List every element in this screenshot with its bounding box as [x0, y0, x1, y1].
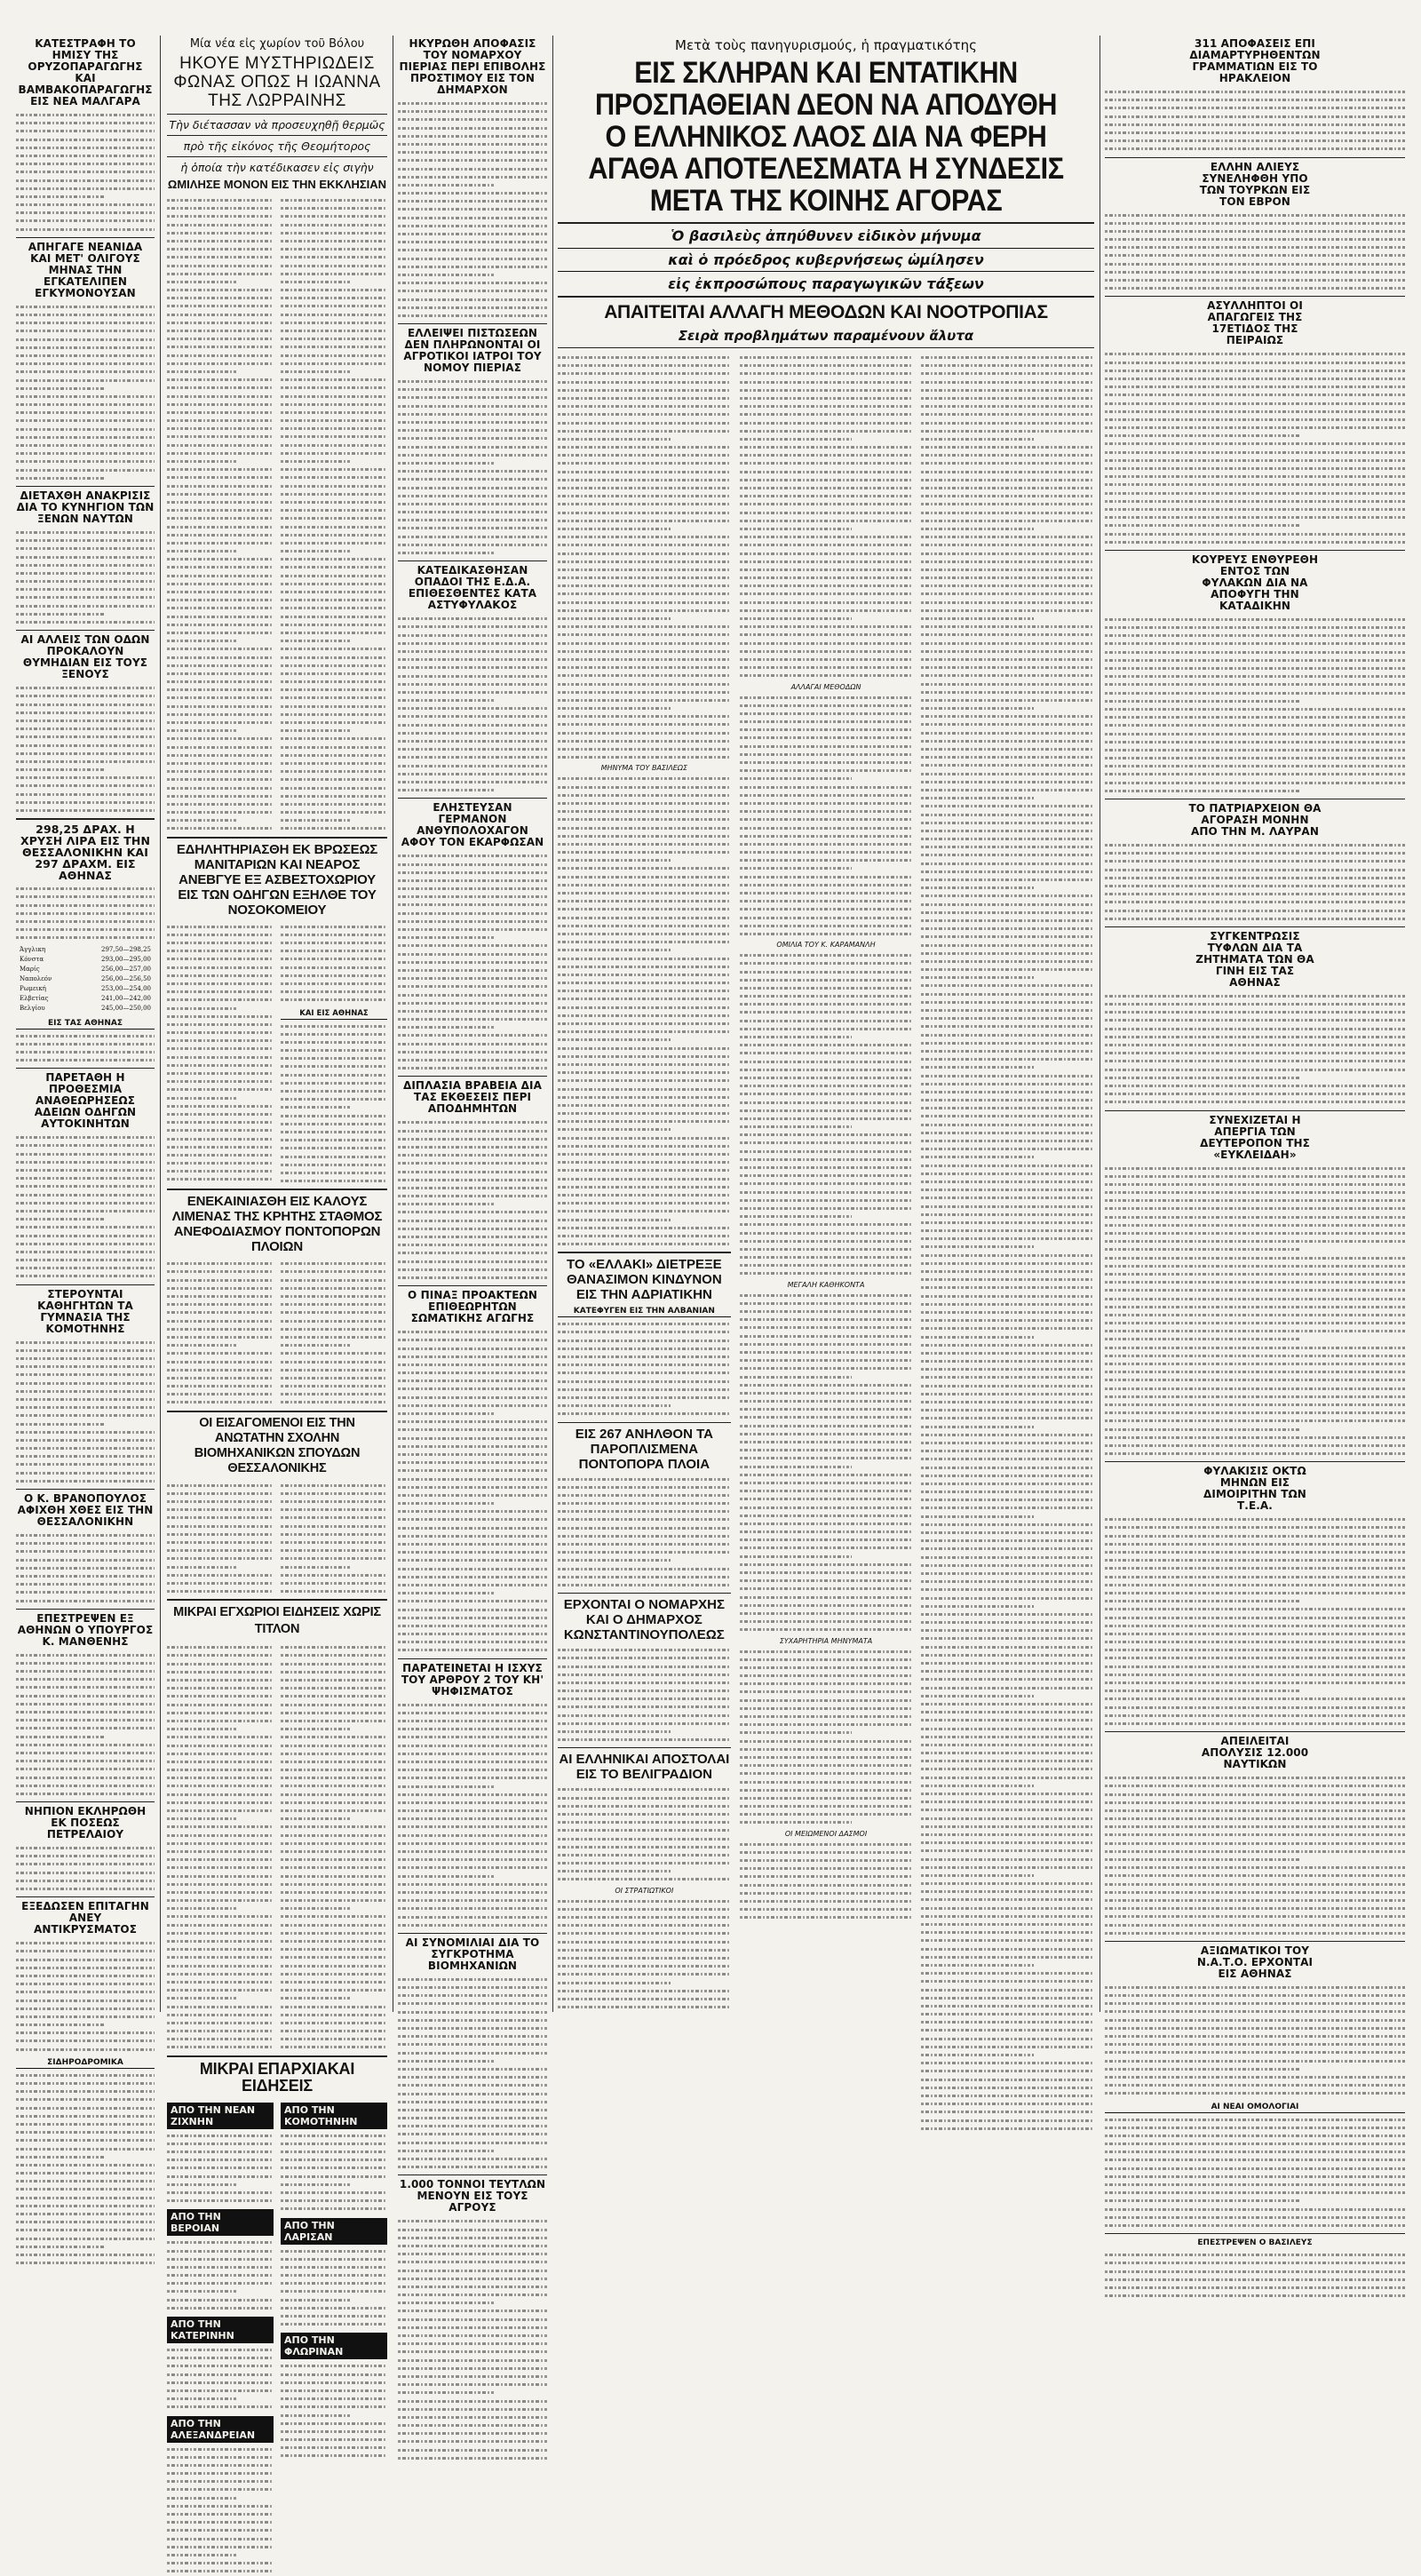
article-body — [1105, 1774, 1405, 1937]
article-body — [16, 885, 155, 942]
article-body — [281, 196, 387, 833]
main-subheadline: Σειρὰ προβλημάτων παραμένουν ἄλυτα — [678, 328, 974, 344]
article-body — [1105, 992, 1405, 1107]
rate-coin: Ναπολεόν — [20, 974, 52, 982]
article-body — [281, 1260, 387, 1406]
article-headline: ΝΗΠΙΟΝ ΕΚΛΗΡΩΘΗ ΕΚ ΠΟΣΕΩΣ ΠΕΤΡΕΛΑΙΟΥ — [24, 1805, 147, 1841]
article-headline: ΑΣΥΛΛΗΠΤΟΙ ΟΙ ΑΠΑΓΩΓΕΙΣ ΤΗΣ 17ΕΤΙΔΟΣ ΤΗΣ ΠΕΙΡΑΙΩΣ — [1207, 299, 1303, 347]
article-body — [558, 1785, 731, 1883]
main-body — [740, 1841, 913, 1922]
article-headline: ΚΟΥΡΕΥΣ ΕΝΘΥΡΕΘΗ ΕΝΤΟΣ ΤΩΝ ΦΥΛΑΚΩΝ ΔΙΑ ΝΑ ΑΠΟΦΥΓΗ ΤΗΝ ΚΑΤΑΔΙΚΗΝ — [1191, 553, 1319, 612]
article-headline: ΣΤΕΡΟΥΝΤΑΙ ΚΑΘΗΓΗΤΩΝ ΤΑ ΓΥΜΝΑΣΙΑ ΤΗΣ ΚΟΜΟΤΗΝΗΣ — [37, 1287, 133, 1335]
article-headline: Ο ΠΙΝΑΞ ΠΡΟΑΚΤΕΩΝ ΕΠΙΘΕΩΡΗΤΩΝ ΣΩΜΑΤΙΚΗΣ ΑΓΩΓΗΣ — [408, 1289, 537, 1325]
provincial-section-header: ΑΠΟ ΤΗΝ ΚΟΜΟΤΗΝΗΝ — [281, 2103, 387, 2129]
article-body — [398, 99, 547, 320]
article-headline: ΠΑΡΕΤΑΘΗ Η ΠΡΟΘΕΣΜΙΑ ΑΝΑΘΕΩΡΗΣΕΩΣ ΑΔΕΙΩΝ ΟΔΗΓΩΝ ΑΥΤΟΚΙΝΗΤΩΝ — [34, 1071, 137, 1131]
article-headline: ΦΥΛΑΚΙΣΙΣ ΟΚΤΩ ΜΗΝΩΝ ΕΙΣ ΔΙΜΟΙΡΙΤΗΝ ΤΩΝ Τ.Ε.Α. — [1203, 1465, 1306, 1513]
article-headline: ΣΥΓΚΕΝΤΡΩΣΙΣ ΤΥΦΛΩΝ ΔΙΑ ΤΑ ΖΗΤΗΜΑΤΑ ΤΩΝ ΘΑ ΓΙΝΗ ΕΙΣ ΤΑΣ ΑΘΗΝΑΣ — [1195, 929, 1314, 989]
article-headline: ΔΙΠΛΑΣΙΑ ΒΡΑΒΕΙΑ ΔΙΑ ΤΑΣ ΕΚΘΕΣΕΙΣ ΠΕΡΙ ΑΠΟΔΗΜΗΤΩΝ — [402, 1079, 543, 1116]
section-tag: ΜΕΓΑΛΗ ΚΑΘΗΚΟΝΤΑ — [787, 1280, 865, 1289]
section-tag: ΟΜΙΛΙΑ ΤΟΥ Κ. ΚΑΡΑΜΑΝΛΗ — [776, 941, 876, 950]
provincial-section-header: ΑΠΟ ΤΗΝ ΒΕΡΟΙΑΝ — [167, 2209, 274, 2236]
provincial-section-header: ΑΠΟ ΤΗΝ ΑΛΕΞΑΝΔΡΕΙΑΝ — [167, 2416, 274, 2443]
main-body — [921, 354, 1094, 2133]
main-story — [558, 36, 1094, 2133]
article-body — [398, 1118, 547, 1282]
section-tag: ΣΙΔΗΡΟΔΡΟΜΙΚΑ — [16, 2058, 155, 2069]
column-divider — [1099, 36, 1100, 2012]
section-tag: ΑΙ ΝΕΑΙ ΟΜΟΛΟΓΙΑΙ — [1105, 2103, 1405, 2113]
article-body — [398, 1701, 547, 1929]
article-body — [1105, 616, 1405, 795]
article-body — [16, 1339, 155, 1485]
main-body — [558, 775, 731, 1248]
main-banner: ΑΠΑΙΤΕΙΤΑΙ ΑΛΛΑΓΗ ΜΕΘΟΔΩΝ ΚΑΙ ΝΟΟΤΡΟΠΙΑΣ — [604, 302, 1048, 322]
article-body — [167, 2445, 274, 2576]
article-headline: ΚΑΤΕΔΙΚΑΣΘΗΣΑΝ ΟΠΑΔΟΙ ΤΗΣ Ε.Δ.Α. ΕΠΙΘΕΣΘΕΝΤΕΣ ΚΑΤΑ ΑΣΤΥΦΥΛΑΚΟΣ — [408, 564, 537, 612]
column-divider — [160, 36, 161, 2012]
article-body — [558, 1646, 731, 1744]
section-tag: ΟΙ ΣΤΡΑΤΙΩΤΙΚΟΙ — [615, 1886, 674, 1895]
article-body — [16, 529, 155, 626]
article-headline: ΑΙ ΕΛΛΗΝΙΚΑΙ ΑΠΟΣΤΟΛΑΙ ΕΙΣ ΤΟ ΒΕΛΙΓΡΑΔΙΟΝ — [559, 1752, 730, 1783]
article-body — [16, 1651, 155, 1798]
provincial-section-header: ΑΠΟ ΤΗΝ ΛΑΡΙΣΑΝ — [281, 2218, 387, 2245]
gold-rates-table — [16, 944, 155, 1014]
article-headline: 298,25 ΔΡΑΧ. Η ΧΡΥΣΗ ΛΙΡΑ ΕΙΣ ΤΗΝ ΘΕΣΣΑΛΟΝΙΚΗΝ ΚΑΙ 297 ΔΡΑΧΜ. ΕΙΣ ΑΘΗΝΑΣ — [20, 823, 151, 883]
article-headline: ΟΙ ΕΙΣΑΓΟΜΕΝΟΙ ΕΙΣ ΤΗΝ ΑΝΩΤΑΤΗΝ ΣΧΟΛΗΝ ΒΙΟΜΗΧΑΝΙΚΩΝ ΣΠΟΥΔΩΝ ΘΕΣΣΑΛΟΝΙΚΗΣ — [194, 1415, 361, 1475]
section-headline: ΜΙΚΡΑΙ ΕΠΑΡΧΙΑΚΑΙ ΕΙΔΗΣΕΙΣ — [199, 2059, 355, 2095]
article-body — [1105, 350, 1405, 546]
article-body — [16, 2071, 155, 2268]
article-body — [281, 1022, 387, 1186]
article-body — [16, 303, 155, 482]
article-body — [16, 684, 155, 815]
rate-value: 293,00—295,00 — [101, 955, 151, 963]
article-body — [167, 1482, 274, 1596]
article-body — [398, 852, 547, 1072]
section-tag: ΜΗΝΥΜΑ ΤΟΥ ΒΑΣΙΛΕΩΣ — [600, 764, 688, 773]
rate-row — [18, 1005, 153, 1013]
article-body — [167, 1260, 274, 1406]
article-body — [1105, 1515, 1405, 1728]
article-headline: ΕΙΣ 267 ΑΝΗΛΘΟΝ ΤΑ ΠΑΡΟΠΛΙΣΜΕΝΑ ΠΟΝΤΟΠΟΡΑ ΠΛΟΙΑ — [575, 1426, 713, 1472]
article-body — [398, 378, 547, 557]
article-headline: ΕΡΧΟΝΤΑΙ Ο ΝΟΜΑΡΧΗΣ ΚΑΙ Ο ΔΗΜΑΡΧΟΣ ΚΩΝΣΤΑΝΤΙΝΟΥΠΟΛΕΩΣ — [563, 1597, 725, 1643]
section-tag: ΟΙ ΜΕΙΩΜΕΝΟΙ ΔΑΣΜΟΙ — [784, 1829, 868, 1838]
article-body — [167, 2238, 274, 2312]
article-headline: ΤΟ ΠΑΤΡΙΑΡΧΕΙΟΝ ΘΑ ΑΓΟΡΑΣΗ ΜΟΝΗΝ ΑΠΟ ΤΗΝ Μ. ΛΑΥΡΑΝ — [1188, 802, 1322, 838]
rate-coin: Ελβετίας — [20, 994, 49, 1002]
rate-value: 256,00—256,50 — [101, 974, 151, 982]
article-headline: Ο Κ. ΒΡΑΝΟΠΟΥΛΟΣ ΑΦΙΧΘΗ ΧΘΕΣ ΕΙΣ ΤΗΝ ΘΕΣΣΑΛΟΝΙΚΗΝ — [17, 1492, 154, 1528]
rate-coin: Άγγλικη — [20, 945, 46, 953]
main-headline: ΕΙΣ ΣΚΛΗΡΑΝ ΚΑΙ ΕΝΤΑΤΙΚΗΝ ΠΡΟΣΠΑΘΕΙΑΝ ΔΕΟΝ ΝΑ ΑΠΟΔΥΘΗ Ο ΕΛΛΗΝΙΚΟΣ ΛΑΟΣ ΔΙΑ ΝΑ ΦΕΡΗ ΑΓΑΘΑ ΑΠΟΤΕΛΕΣΜΑΤΑ Η ΣΥΝΔΕΣΙΣ ΜΕΤΑ ΤΗΣ ΚΟΙΝΗΣ ΑΓΟΡΑΣ — [588, 56, 1064, 218]
provincial-section-header: ΑΠΟ ΤΗΝ ΦΛΩΡΙΝΑΝ — [281, 2333, 387, 2359]
article-headline: ΕΛΛΗΝ ΑΛΙΕΥΣ ΣΥΝΕΛΗΦΘΗ ΥΠΟ ΤΩΝ ΤΟΥΡΚΩΝ ΕΙΣ ΤΟΝ ΕΒΡΟΝ — [1199, 160, 1311, 208]
rate-row — [18, 956, 153, 964]
rate-value: 297,50—298,25 — [101, 945, 151, 953]
article-body — [16, 1133, 155, 1280]
article-headline: ΑΠΗΓΑΓΕ ΝΕΑΝΙΔΑ ΚΑΙ ΜΕΤ' ΟΛΙΓΟΥΣ ΜΗΝΑΣ ΤΗΝ ΕΓΚΑΤΕΛΙΠΕΝ ΕΓΚΥΜΟΝΟΥΣΑΝ — [28, 240, 143, 299]
article-body — [1105, 88, 1405, 154]
column-divider — [552, 36, 553, 2012]
article-headline: ΕΞΕΔΩΣΕΝ ΕΠΙΤΑΓΗΝ ΑΝΕΥ ΑΝΤΙΚΡΥΣΜΑΤΟΣ — [21, 1900, 149, 1936]
rate-value: 245,00—250,00 — [101, 1004, 151, 1012]
column-1 — [16, 36, 155, 2267]
article-body — [281, 1482, 387, 1596]
rate-value: 253,00—254,00 — [101, 984, 151, 992]
article-body — [167, 2346, 274, 2412]
article-subheadline: πρὸ τῆς εἰκόνος τῆς Θεομήτορος — [183, 139, 371, 153]
article-headline: ΑΙ ΣΥΝΟΜΙΛΙΑΙ ΔΙΑ ΤΟ ΣΥΓΚΡΟΤΗΜΑ ΒΙΟΜΗΧΑΝΙΩΝ — [405, 1936, 540, 1972]
article-headline: ΕΠΕΣΤΡΕΨΕΝ ΕΞ ΑΘΗΝΩΝ Ο ΥΠΟΥΡΓΟΣ Κ. ΜΑΝΘΕΝΗΣ — [17, 1611, 154, 1648]
main-subheadline: καὶ ὁ πρόεδρος κυβερνήσεως ὡμίλησεν — [558, 248, 1094, 272]
section-tag: ΕΠΕΣΤΡΕΨΕΝ Ο ΒΑΣΙΛΕΥΣ — [1197, 2238, 1313, 2248]
main-body — [558, 354, 731, 761]
main-subheadline: εἰς ἐκπροσώπους παραγωγικῶν τάξεων — [668, 275, 984, 292]
main-body — [740, 951, 913, 1278]
rate-value: 241,00—242,00 — [101, 994, 151, 1002]
provincial-section-header: ΑΠΟ ΤΗΝ ΚΑΤΕΡΙΝΗΝ — [167, 2317, 274, 2343]
article-body — [558, 1475, 731, 1590]
main-body — [740, 1292, 913, 1634]
article-subheadline: Τὴν διέτασσαν νὰ προσευχηθῇ θερμῶς — [169, 118, 385, 131]
section-tag: ΚΑΙ ΕΙΣ ΑΘΗΝΑΣ — [281, 1009, 387, 1020]
article-body — [1105, 211, 1405, 293]
article-kicker: Μία νέα εἰς χωρίον τοῦ Βόλου — [189, 37, 365, 51]
rate-row — [18, 975, 153, 983]
article-headline: ΔΙΕΤΑΧΘΗ ΑΝΑΚΡΙΣΙΣ ΔΙΑ ΤΟ ΚΥΝΗΓΙΟΝ ΤΩΝ ΞΕΝΩΝ ΝΑΥΤΩΝ — [16, 489, 155, 525]
main-subheadline: Ὁ βασιλεὺς ἀπηύθυνεν εἰδικὸν μήνυμα — [671, 227, 981, 244]
column-2 — [167, 36, 387, 2576]
rate-coin: Βελγίου — [20, 1004, 45, 1012]
article-headline: ΜΙΚΡΑΙ ΕΓΧΩΡΙΟΙ ΕΙΔΗΣΕΙΣ ΧΩΡΙΣ ΤΙΤΛΟΝ — [173, 1605, 381, 1637]
article-body — [167, 1643, 274, 2051]
article-body — [167, 923, 274, 1186]
article-body — [16, 111, 155, 234]
article-body — [1105, 2116, 1405, 2230]
article-body — [1105, 1984, 1405, 2098]
article-headline: ΚΑΤΕΣΤΡΑΦΗ ΤΟ ΗΜΙΣΥ ΤΗΣ ΟΡΥΖΟΠΑΡΑΓΩΓΗΣ ΚΑΙ ΒΑΜΒΑΚΟΠΑΡΑΓΩΓΗΣ ΕΙΣ ΝΕΑ ΜΑΛΓΑΡΑ — [18, 37, 153, 107]
article-body — [1105, 841, 1405, 923]
article-body — [16, 1939, 155, 2054]
article-subheadline: ΩΜΙΛΗΣΕ ΜΟΝΟΝ ΕΙΣ ΤΗΝ ΕΚΚΛΗΣΙΑΝ — [167, 178, 387, 191]
article-body — [16, 1032, 155, 1065]
rate-value: 256,00—257,00 — [101, 965, 151, 973]
article-headline: ΗΚΟΥΕ ΜΥΣΤΗΡΙΩΔΕΙΣ ΦΩΝΑΣ ΟΠΩΣ Η ΙΩΑΝΝΑ ΤΗΣ ΛΩΡΡΑΙΝΗΣ — [173, 54, 381, 110]
main-kicker: Μετὰ τοὺς πανηγυρισμούς, ἡ πραγματικότης — [675, 37, 977, 53]
article-body — [281, 1643, 387, 2051]
article-headline: ΑΠΕΙΛΕΙΤΑΙ ΑΠΟΛΥΣΙΣ 12.000 ΝΑΥΤΙΚΩΝ — [1201, 1735, 1309, 1771]
article-headline: ΕΔΗΛΗΤΗΡΙΑΣΘΗ ΕΚ ΒΡΩΣΕΩΣ ΜΑΝΙΤΑΡΙΩΝ ΚΑΙ ΝΕΑΡΟΣ ΑΝΕΒΓΥΕ ΕΞ ΑΣΒΕΣΤΟΧΩΡΙΟΥ ΕΙΣ ΤΩΝ ΟΔΗΓΩΝ ΕΞΗΛΘΕ ΤΟΥ ΝΟΣΟΚΟΜΕΙΟΥ — [176, 841, 378, 918]
article-body — [281, 2362, 387, 2460]
article-body — [281, 923, 387, 1005]
article-headline: 311 ΑΠΟΦΑΣΕΙΣ ΕΠΙ ΔΙΑΜΑΡΤΥΡΗΘΕΝΤΩΝ ΓΡΑΜΜΑΤΙΩΝ ΕΙΣ ΤΟ ΗΡΑΚΛΕΙΟΝ — [1189, 37, 1321, 84]
section-tag: ΕΙΣ ΤΑΣ ΑΘΗΝΑΣ — [16, 1019, 155, 1030]
article-body — [398, 1328, 547, 1655]
article-body — [558, 1897, 731, 2012]
section-tag: ΣΥΧΑΡΗΤΗΡΙΑ ΜΗΝΥΜΑΤΑ — [779, 1636, 873, 1645]
article-body — [167, 2132, 274, 2206]
article-headline: ΤΟ «ΕΛΛΑΚΙ» ΔΙΕΤΡΕΞΕ ΘΑΝΑΣΙΜΟΝ ΚΙΝΔΥΝΟΝ ΕΙΣ ΤΗΝ ΑΔΡΙΑΤΙΚΗΝ — [566, 1257, 722, 1303]
article-body — [16, 1844, 155, 1893]
article-body — [281, 2247, 387, 2329]
article-body — [398, 615, 547, 794]
article-headline: ΑΞΙΩΜΑΤΙΚΟΙ ΤΟΥ Ν.Α.Τ.Ο. ΕΡΧΟΝΤΑΙ ΕΙΣ ΑΘΗΝΑΣ — [1196, 1944, 1314, 1980]
article-headline: ΣΥΝΕΧΙΖΕΤΑΙ Η ΑΠΕΡΓΙΑ ΤΩΝ ΔΕΥΤΕΡΟΠΟΝ ΤΗΣ «ΕΥΚΛΕΙΔΑΗ» — [1200, 1113, 1310, 1161]
article-body — [398, 2217, 547, 2462]
article-body — [398, 1976, 547, 2172]
rate-row — [18, 966, 153, 974]
article-subheadline: ἡ ὁποία τὴν κατέδικασεν εἰς σιγὴν — [180, 161, 374, 174]
provincial-news-left — [167, 2098, 274, 2576]
article-body — [167, 196, 274, 833]
rate-row — [18, 995, 153, 1003]
column-6 — [1105, 36, 1405, 2300]
article-headline: ΕΝΕΚΑΙΝΙΑΣΘΗ ΕΙΣ ΚΑΛΟΥΣ ΛΙΜΕΝΑΣ ΤΗΣ ΚΡΗΤΗΣ ΣΤΑΘΜΟΣ ΑΝΕΦΟΔΙΑΣΜΟΥ ΠΟΝΤΟΠΟΡΩΝ ΠΛΟΙΩΝ — [171, 1194, 383, 1255]
column-3 — [398, 36, 547, 2462]
article-headline: ΕΛΗΣΤΕΥΣΑΝ ΓΕΡΜΑΝΟΝ ΑΝΘΥΠΟΛΟΧΑΓΟΝ ΑΦΟΥ ΤΟΝ ΕΚΑΡΦΩΣΑΝ — [401, 801, 544, 849]
rate-coin: Ρωμεική — [20, 984, 46, 992]
provincial-section-header: ΑΠΟ ΤΗΝ ΝΕΑΝ ΖΙΧΝΗΝ — [167, 2103, 274, 2129]
article-body — [16, 1531, 155, 1605]
article-headline: 1.000 ΤΟΝΝΟΙ ΤΕΥΤΛΩΝ ΜΕΝΟΥΝ ΕΙΣ ΤΟΥΣ ΑΓΡΟΥΣ — [399, 2178, 546, 2214]
rate-coin: Μαρίς — [20, 965, 40, 973]
article-headline: ΠΑΡΑΤΕΙΝΕΤΑΙ Η ΙΣΧΥΣ ΤΟΥ ΑΡΘΡΟΥ 2 ΤΟΥ ΚΗ' ΨΗΦΙΣΜΑΤΟΣ — [401, 1661, 544, 1697]
article-headline: ΕΛΛΕΙΨΕΙ ΠΙΣΤΩΣΕΩΝ ΔΕΝ ΠΛΗΡΩΝΟΝΤΑΙ ΟΙ ΑΓΡΟΤΙΚΟΙ ΙΑΤΡΟΙ ΤΟΥ ΝΟΜΟΥ ΠΙΕΡΙΑΣ — [403, 327, 542, 375]
main-body — [740, 1648, 913, 1827]
article-body — [1105, 1165, 1405, 1459]
main-body — [740, 694, 913, 939]
article-headline: ΗΚΥΡΩΘΗ ΑΠΟΦΑΣΙΣ ΤΟΥ ΝΟΜΑΡΧΟΥ ΠΙΕΡΙΑΣ ΠΕΡΙ ΕΠΙΒΟΛΗΣ ΠΡΟΣΤΙΜΟΥ ΕΙΣ ΤΟΝ ΔΗΜΑΡΧΟΝ — [399, 37, 546, 96]
rate-coin: Κόνστα — [20, 955, 44, 963]
section-tag: ΑΛΛΑΓΑΙ ΜΕΘΟΔΩΝ — [790, 682, 861, 691]
article-subheadline: ΚΑΤΕΦΥΓΕΝ ΕΙΣ ΤΗΝ ΑΛΒΑΝΙΑΝ — [558, 1307, 731, 1317]
rate-row — [18, 985, 153, 993]
main-body — [740, 354, 913, 680]
provincial-news-right — [281, 2098, 387, 2576]
article-body — [558, 1320, 731, 1418]
article-body — [281, 2132, 387, 2214]
article-body — [1105, 2251, 1405, 2300]
article-headline: ΑΙ ΑΛΛΕΙΣ ΤΩΝ ΟΔΩΝ ΠΡΟΚΑΛΟΥΝ ΘΥΜΗΔΙΑΝ ΕΙΣ ΤΟΥΣ ΞΕΝΟΥΣ — [20, 633, 150, 681]
rate-row — [18, 946, 153, 954]
